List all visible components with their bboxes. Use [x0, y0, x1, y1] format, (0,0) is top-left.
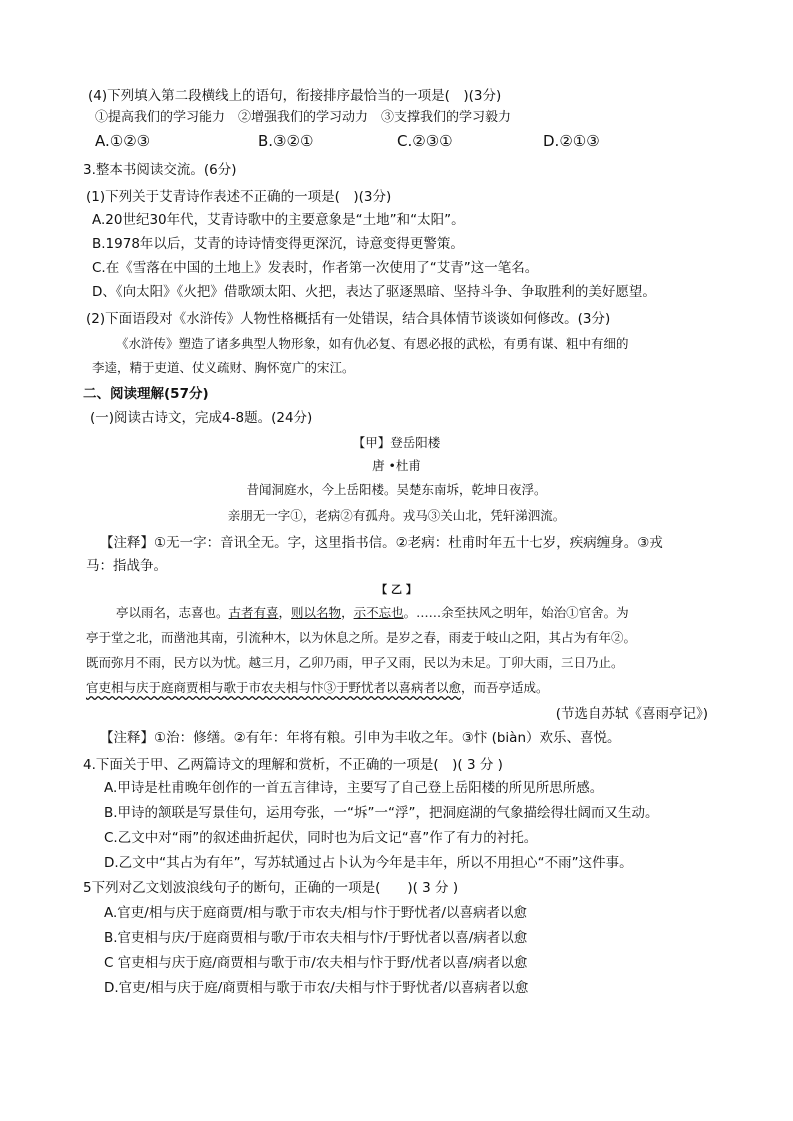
- q3-sub2-text-line2: 李逵，精于吏道、仗义疏财、胸怀宽广的宋江。: [92, 360, 355, 375]
- q4b-option-a: A.甲诗是杜甫晚年创作的一首五言律诗，主要写了自己登上岳阳楼的所见所思所感。: [104, 780, 604, 796]
- q4b-option-b: B.甲诗的颔联是写景佳句，运用夸张，一“坼”一“浮”，把洞庭湖的气象描绘得壮阔而又生动。: [104, 805, 659, 821]
- q3-heading: 3.整本书阅读交流。(6分): [83, 162, 237, 178]
- poem-title: 【甲】登岳阳楼: [352, 435, 441, 450]
- q4-option-d: D.②①③: [543, 132, 600, 150]
- q4b-option-c: C.乙文中对“雨”的叙述曲折起伏，同时也为后文记“喜”作了有力的衬托。: [104, 830, 538, 846]
- q3-sub2-text-line1: 《水浒传》塑造了诸多典型人物形象，如有仇必复、有恩必报的武松，有勇有谋、粗中有细的: [116, 336, 629, 351]
- prose-underlined-3: 示不忘也: [353, 605, 404, 620]
- prose-underlined-2: 则以名物: [291, 605, 342, 620]
- prose-para3: 既而弥月不雨，民方以为忧。越三月，乙卯乃雨，甲子又雨，民以为未足。丁卯大雨，三日乃止。: [86, 655, 624, 670]
- q4b-stem: 4.下面关于甲、乙两篇诗文的理解和赏析，不正确的一项是( )( 3 分 ): [83, 757, 503, 773]
- poem-note-line1: 【注释】①无一字：音讯全无。字，这里指书信。②老病：杜甫时年五十七岁，疾病缠身。③戎: [100, 535, 663, 551]
- q3-sub1-option-d: D、《向太阳》《火把》借歌颂太阳、火把，表达了驱逐黑暗、坚持斗争、争取胜利的美好愿望。: [92, 284, 656, 300]
- prose-source: (节选自苏轼《喜雨亭记》): [555, 706, 708, 722]
- q5-option-d: D.官吏/相与庆于庭/商贾相与歌于市农/夫相与忭于野忧者/以喜病者以愈: [104, 980, 529, 996]
- poem-line2: 亲朋无一字①，老病②有孤舟。戎马③关山北，凭轩涕泗流。: [227, 508, 566, 523]
- prose-title: 【 乙 】: [376, 583, 417, 596]
- prose-para2: 亭于堂之北，而凿池其南，引流种木，以为休息之所。是岁之春，雨麦于岐山之阳，其占为有年②。: [86, 630, 637, 645]
- q3-sub1-stem: (1)下列关于艾青诗作表述不正确的一项是( )(3分): [86, 189, 392, 205]
- q3-sub1-option-a: A.20世纪30年代，艾青诗歌中的主要意象是“土地”和“太阳”。: [92, 212, 465, 228]
- q5-stem: 5下列对乙文划波浪线句子的断句，正确的一项是( )( 3 分 ): [83, 880, 459, 896]
- q3-sub1-option-c: C.在《雪落在中国的土地上》发表时，作者第一次使用了“艾青”这一笔名。: [92, 260, 539, 276]
- q4-option-a: A.①②③: [95, 132, 151, 150]
- poem-line1: 昔闻洞庭水，今上岳阳楼。吴楚东南坼，乾坤日夜浮。: [246, 482, 547, 497]
- prose-wavy-sentence: 官吏相与庆于庭商贾相与歌于市农夫相与忭③于野忧者以喜病者以愈: [86, 680, 462, 695]
- prose-p1-mid1: ，: [278, 605, 292, 620]
- prose-underlined-1: 古者有喜: [228, 605, 279, 620]
- q5-option-a: A.官吏/相与庆于庭商贾/相与歌于市农夫/相与忭于野忧者/以喜病者以愈: [104, 905, 527, 921]
- prose-p1-post: 。……余至扶风之明年，始治①官舍。为: [403, 605, 629, 620]
- q5-option-c: C 官吏相与庆于庭/商贾相与歌于市/农夫相与忭于野/忧者以喜/病者以愈: [104, 955, 528, 971]
- prose-p1-pre: 亭以雨名，志喜也。: [116, 605, 229, 620]
- q4-stem: (4)下列填入第二段横线上的语句，衔接排序最恰当的一项是( )(3分): [88, 88, 502, 104]
- q4-items: ①提高我们的学习能力 ②增强我们的学习动力 ③支撑我们的学习毅力: [95, 110, 512, 125]
- q4b-option-d: D.乙文中“其占为有年”，写苏轼通过占卜认为今年是丰年，所以不用担心“不雨”这件事。: [104, 855, 633, 871]
- q4-option-c: C.②③①: [397, 132, 453, 150]
- q4-option-b: B.③②①: [258, 132, 314, 150]
- prose-p1-mid2: ，: [341, 605, 354, 620]
- section2-heading: 二、阅读理解(57分): [83, 386, 209, 402]
- prose-para4: [86, 678, 549, 698]
- q3-sub2-stem: (2)下面语段对《水浒传》人物性格概括有一处错误，结合具体情节谈谈如何修改。(3分): [86, 311, 611, 327]
- q5-option-b: B.官吏相与庆/于庭商贾相与歌/于市农夫相与忭/于野忧者以喜/病者以愈: [104, 930, 528, 946]
- prose-p4-post: ，而吾亭适成。: [461, 680, 549, 695]
- q3-sub1-option-b: B.1978年以后，艾青的诗诗情变得更深沉，诗意变得更警策。: [92, 236, 464, 252]
- prose-para1: [116, 603, 629, 623]
- poem-note-line2: 马：指战争。: [86, 558, 167, 574]
- prose-note: 【注释】①治：修缮。②有年：年将有粮。引申为丰收之年。③忭 (biàn）欢乐、喜悦。: [100, 730, 621, 746]
- poem-author: 唐 •杜甫: [372, 458, 421, 473]
- section2-part1: (一)阅读古诗文，完成4-8题。(24分): [90, 410, 313, 426]
